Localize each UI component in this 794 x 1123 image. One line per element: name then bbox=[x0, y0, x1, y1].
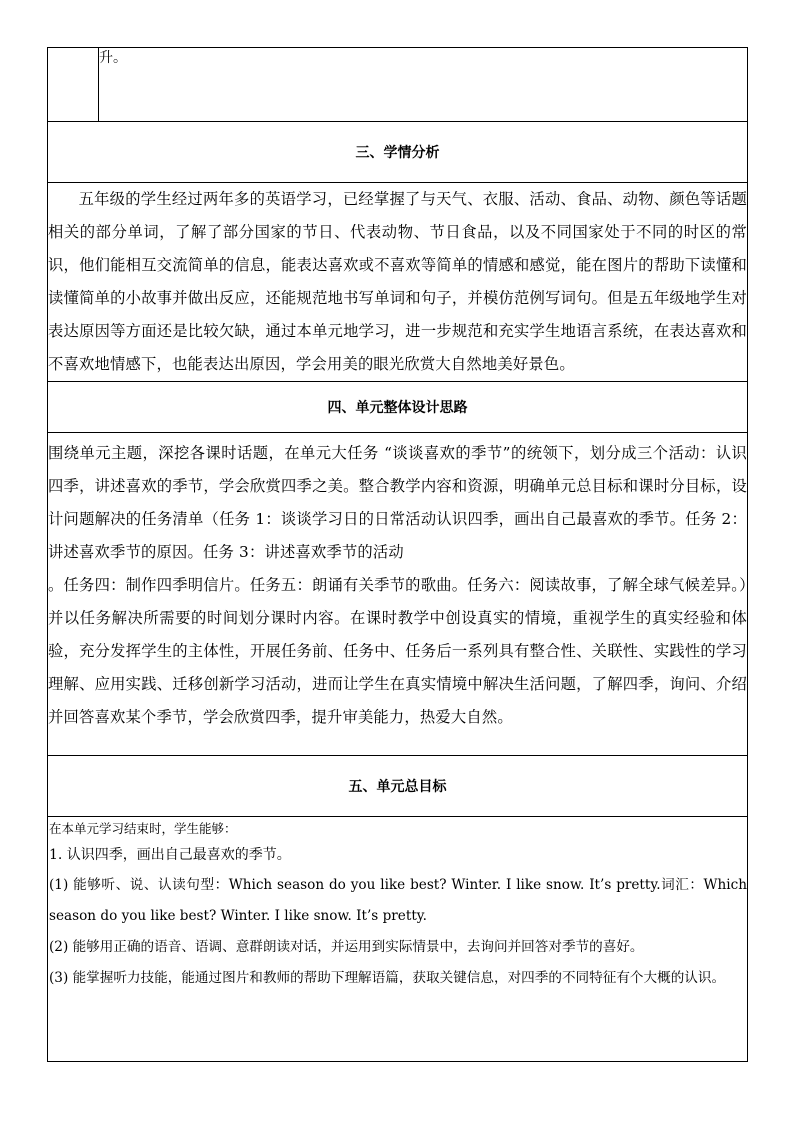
section4-heading: 四、单元整体设计思路 bbox=[48, 382, 748, 433]
section4-paragraph-2: 。任务四：制作四季明信片。任务五：朗诵有关季节的歌曲。任务六：阅读故事，了解全球气候差异。）并以任务解决所需要的时间划分课时内容。在课时教学中创设真实的情境，重视学生的真实经验和体验，充分发挥学生的主体性，开展任务前、任务中、任务后一系列具有整合性、关联性、实践性的学习理解、应用实践、迁移创新学习活动，进而让学生在真实情境中解决生活问题，了解四季，询问、介绍并回答喜欢某个季节，学会欣赏四季，提升审美能力，热爱大自然。 bbox=[48, 576, 747, 726]
section4-heading-row bbox=[48, 382, 748, 433]
goal-1: 1. 认识四季，画出自己最喜欢的季节。 bbox=[49, 847, 291, 863]
section5-body-row bbox=[48, 817, 748, 1062]
continuation-row bbox=[48, 48, 748, 122]
section5-heading-row bbox=[48, 756, 748, 817]
goal-1-item-1: (1) 能够听、说、认读句型：Which season do you like best? Winter. I like snow. It’s pretty.词汇：Which season do you like best? Winter. I like snow. It’s pretty. bbox=[49, 877, 747, 924]
continuation-text: 升。 bbox=[99, 48, 748, 122]
section3-paragraph: 五年级的学生经过两年多的英语学习，已经掌握了与天气、衣服、活动、食品、动物、颜色等话题相关的部分单词，了解了部分国家的节日、代表动物、节日食品，以及不同国家处于不同的时区的常识，他们能相互交流简单的信息，能表达喜欢或不喜欢等简单的情感和感觉，能在图片的帮助下读懂和读懂简单的小故事并做出反应，还能规范地书写单词和句子，并模仿范例写词句。但是五年级地学生对表达原因等方面还是比较欠缺，通过本单元地学习，进一步规范和充实学生地语言系统，在表达喜欢和不喜欢地情感下，也能表达出原因，学会用美的眼光欣赏大自然地美好景色。 bbox=[48, 190, 747, 373]
section5-heading: 五、单元总目标 bbox=[48, 756, 748, 817]
section4-paragraph-1: 围绕单元主题，深挖各课时话题，在单元大任务 “谈谈喜欢的季节”的统领下，划分成三个活动：认识四季，讲述喜欢的季节，学会欣赏四季之美。整合教学内容和资源，明确单元总目标和课时分目标，设计问题解决的任务清单（任务 1：谈谈学习日的日常活动认识四季，画出自己最喜欢的季节。任务 2：讲述喜欢季节的原因。任务 3：讲述喜欢季节的活动 bbox=[48, 444, 747, 561]
section3-heading: 三、学情分析 bbox=[48, 122, 748, 183]
section4-body-row bbox=[48, 433, 748, 756]
section4-body bbox=[48, 433, 748, 756]
goal-1-item-2: (2) 能够用正确的语音、语调、意群朗读对话，并运用到实际情景中，去询问并回答对季节的喜好。 bbox=[49, 939, 644, 955]
goal-1-item-3: (3) 能掌握听力技能，能通过图片和教师的帮助下理解语篇，获取关键信息，对四季的不同特征有个大概的认识。 bbox=[49, 970, 726, 986]
goals-intro: 在本单元学习结束时，学生能够： bbox=[49, 821, 237, 836]
section3-body bbox=[48, 183, 748, 382]
continuation-left-cell bbox=[48, 48, 99, 122]
section5-body bbox=[48, 817, 748, 1062]
lesson-plan-table bbox=[47, 47, 748, 1062]
section3-heading-row bbox=[48, 122, 748, 183]
section3-body-row bbox=[48, 183, 748, 382]
